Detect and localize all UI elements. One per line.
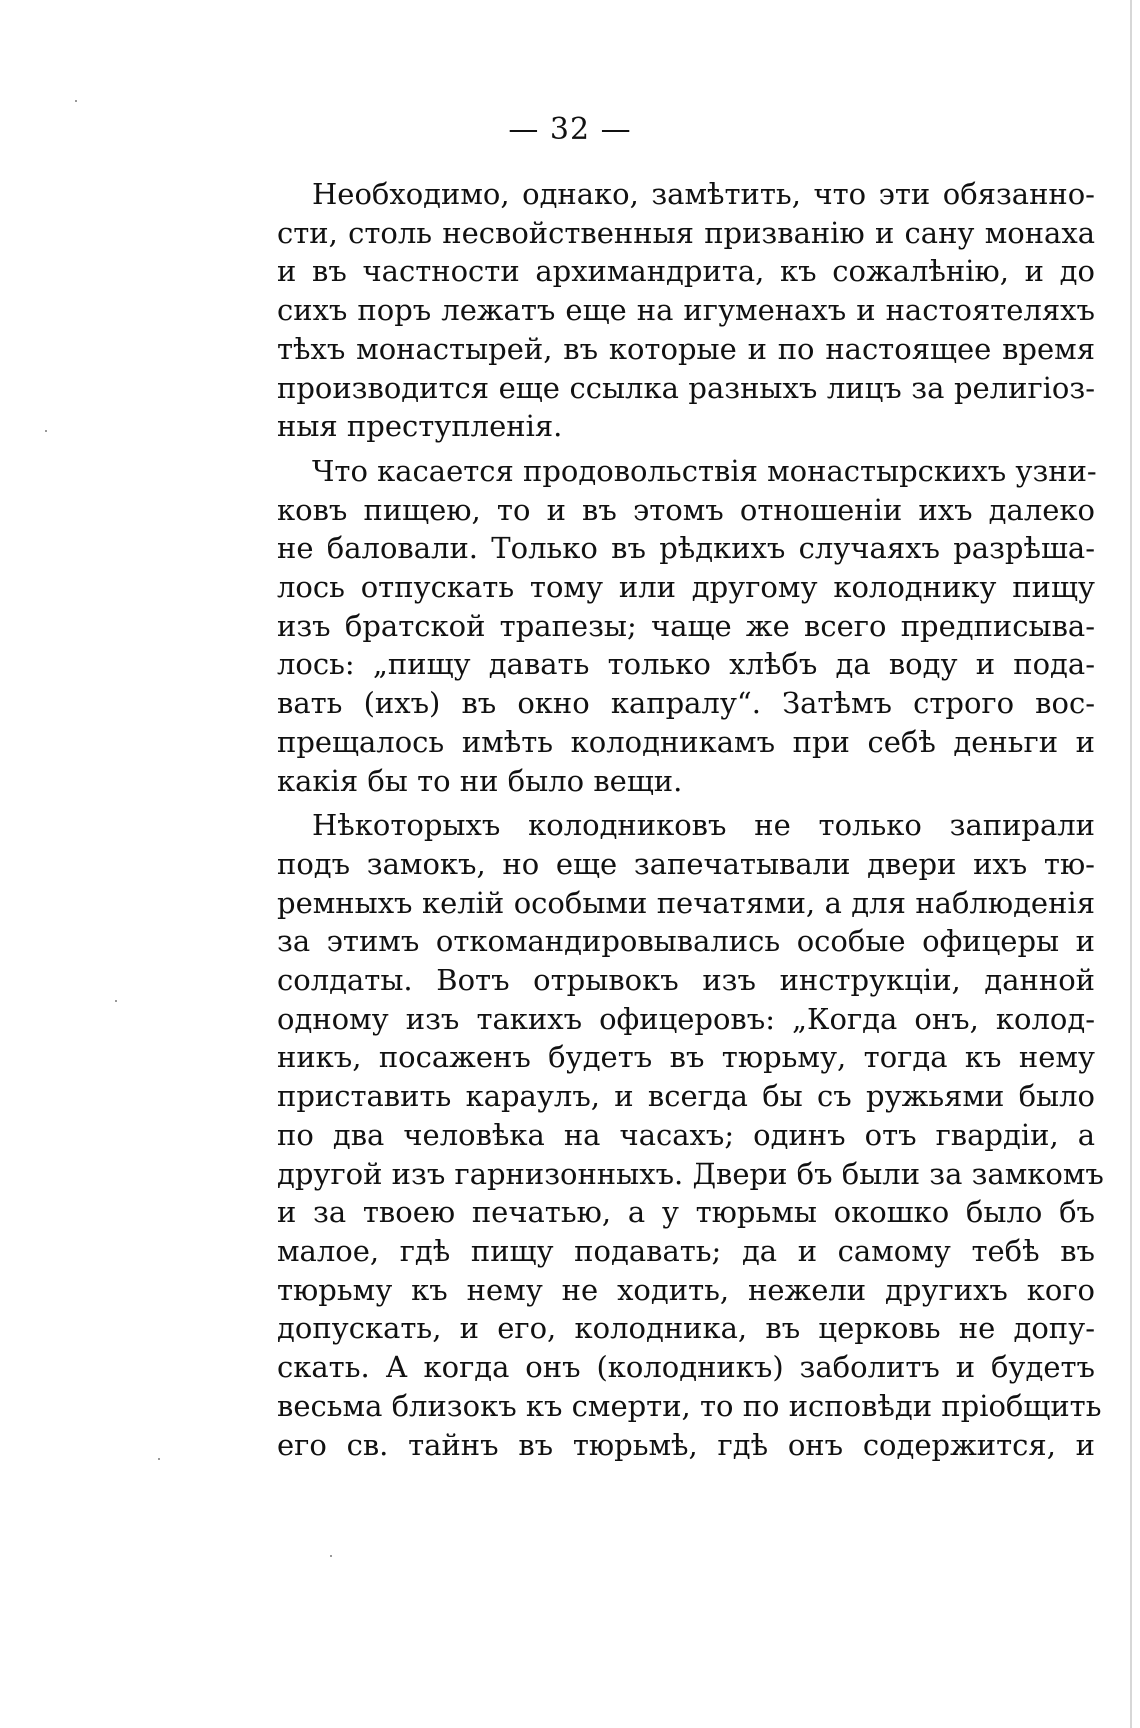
text-line: тѣхъ монастырей, въ которые и по настоящее время [277,331,1095,366]
paragraph-3 [277,806,1104,1464]
text-line: и въ частности архимандрита, къ сожалѣнію, и до [277,254,1095,289]
text-line: солдаты. Вотъ отрывокъ изъ инструкціи, данной [277,963,1095,998]
text-line: по два человѣка на часахъ; одинъ отъ гвардіи, а [277,1117,1095,1152]
text-line: лось отпускать тому или другому колоднику пищу [277,570,1095,605]
text-line: производится еще ссылка разныхъ лицъ за религіоз- [277,370,1095,405]
text-line: одному изъ такихъ офицеровъ: „Когда онъ, колод- [277,1001,1095,1036]
text-line: скать. А когда онъ (колодникъ) заболитъ и будетъ [277,1350,1095,1385]
text-line: ковъ пищею, то и въ этомъ отношеніи ихъ далеко [277,492,1095,527]
paragraph-1 [277,175,1095,446]
paragraph-2 [277,452,1095,800]
text-line: подъ замокъ, но еще запечатывали двери ихъ тю- [277,846,1095,881]
text-line: тюрьму къ нему не ходить, нежели другихъ кого [277,1272,1095,1307]
text-line: ремныхъ келій особыми печатями, а для наблюденія [277,885,1095,920]
text-line: Что касается продовольствія монастырскихъ узни- [312,453,1097,488]
scan-speck [45,430,47,432]
text-line: какія бы то ни было вещи. [277,763,683,798]
text-line: сти, столь несвойственныя призванію и сану монаха [277,215,1095,250]
body-text [277,175,1104,1464]
text-line: малое, гдѣ пищу подавать; да и самому тебѣ въ [277,1233,1095,1268]
text-line: никъ, посаженъ будетъ въ тюрьму, тогда къ нему [277,1040,1095,1075]
text-line: Необходимо, однако, замѣтить, что эти обязанно- [312,177,1095,211]
scan-speck [158,1458,160,1460]
text-line: его св. тайнъ въ тюрьмѣ, гдѣ онъ содержится, и [277,1427,1095,1462]
scan-speck [75,100,77,102]
text-line: вать (ихъ) въ окно капралу“. Затѣмъ строго вос- [277,686,1095,721]
text-line: прещалось имѣть колодникамъ при себѣ деньги и [277,724,1095,759]
page-number: — 32 — [508,112,632,147]
text-line: изъ братской трапезы; чаще же всего предписыва- [277,608,1095,643]
text-line: другой изъ гарнизонныхъ. Двери бъ были за замкомъ [277,1156,1104,1191]
text-line: допускать, и его, колодника, въ церковь не допу- [277,1311,1095,1346]
text-line: не баловали. Только въ рѣдкихъ случаяхъ разрѣша- [277,531,1095,566]
text-line: ныя преступленія. [277,409,563,444]
text-line: лось: „пищу давать только хлѣбъ да воду и пода- [277,647,1095,682]
text-line: сихъ поръ лежатъ еще на игуменахъ и настоятеляхъ [277,293,1095,328]
text-line: весьма близокъ къ смерти, то по исповѣди пріобщить [277,1388,1102,1423]
scan-speck [115,1000,117,1002]
page-edge-line [1130,0,1132,1728]
scan-speck [330,1555,332,1557]
text-line: и за твоею печатью, а у тюрьмы окошко было бъ [277,1195,1095,1230]
text-line: Нѣкоторыхъ колодниковъ не только запирали [312,808,1095,843]
text-line: приставить караулъ, и всегда бы съ ружьями было [277,1079,1095,1114]
text-line: за этимъ откомандировывались особые офицеры и [277,924,1095,959]
